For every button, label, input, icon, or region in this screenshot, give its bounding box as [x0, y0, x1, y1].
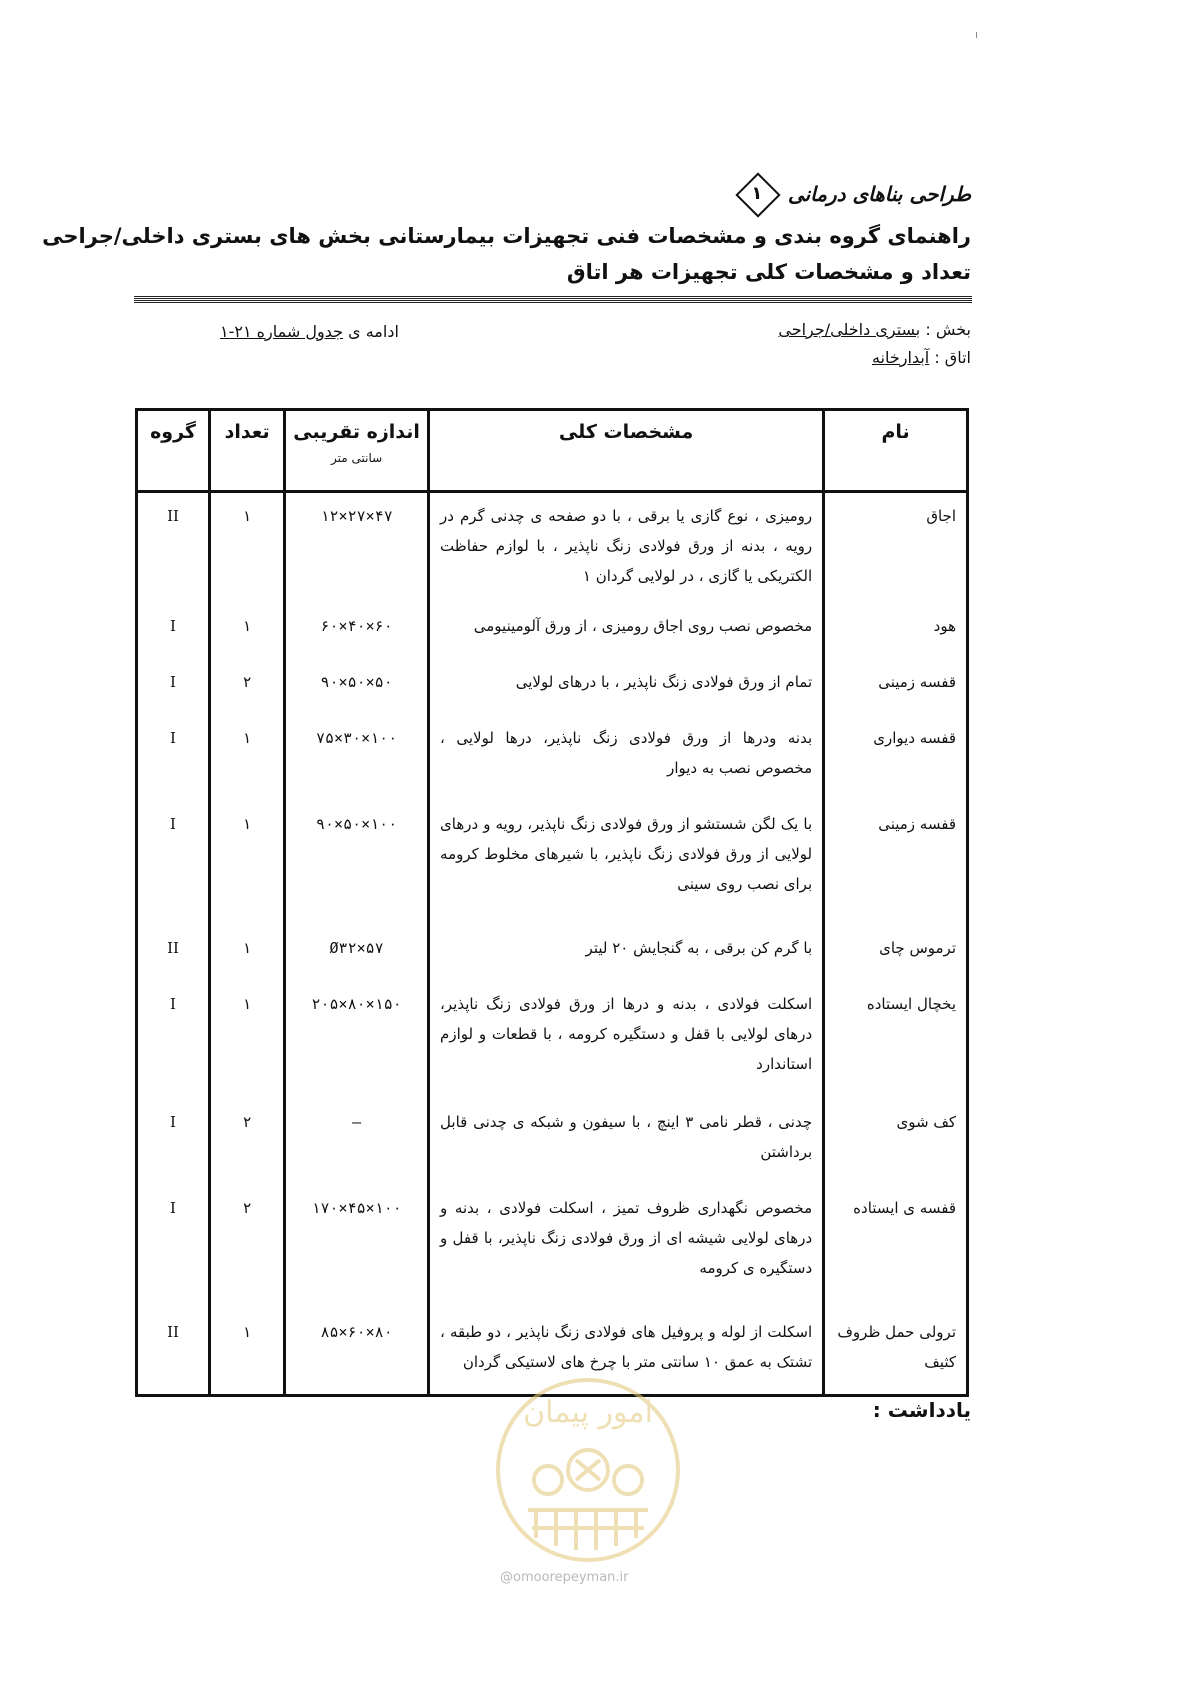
- row-spec: با گرم کن برقی ، به گنجایش ۲۰ لیتر: [429, 925, 824, 981]
- ward-line: [778, 316, 971, 344]
- row-spec: چدنی ، قطر نامی ۳ اینچ ، با سیفون و شبکه ی چدنی قابل برداشتن: [429, 1099, 824, 1185]
- ward-room-info: [778, 316, 971, 372]
- row-group: I: [137, 715, 210, 801]
- header-group: گروه: [137, 410, 210, 492]
- table-row: [137, 659, 968, 715]
- row-spec: تمام از ورق فولادی زنگ ناپذیر ، با درهای لولایی: [429, 659, 824, 715]
- series-title: طراحی بناهای درمانی: [787, 182, 971, 206]
- row-name: قفسه ی ایستاده: [824, 1185, 968, 1309]
- row-spec: بدنه ودرها از ورق فولادی زنگ ناپذیر، درها لولایی ، مخصوص نصب به دیوار: [429, 715, 824, 801]
- row-spec: با یک لگن شستشو از ورق فولادی زنگ ناپذیر، رویه و درهای لولایی از ورق فولادی زنگ ناپذیر، با شیرهای مخلوط کرومه برای نصب روی سینی: [429, 801, 824, 925]
- row-qty: ۱: [210, 1309, 285, 1395]
- document-title-line2: تعداد و مشخصات کلی تجهیزات هر اتاق: [566, 260, 971, 284]
- row-name: هود: [824, 603, 968, 659]
- row-qty: ۱: [210, 492, 285, 604]
- row-name: کف شوی: [824, 1099, 968, 1185]
- series-line: [151, 170, 971, 218]
- row-size: ۶۰×۴۰×۶۰: [285, 603, 429, 659]
- row-size: ۱۰۰×۴۵×۱۷۰: [285, 1185, 429, 1309]
- row-size: ۱۰۰×۳۰×۷۵: [285, 715, 429, 801]
- row-size: ۱۵۰×۸۰×۲۰۵: [285, 981, 429, 1099]
- header-qty: تعداد: [210, 410, 285, 492]
- room-line: [778, 344, 971, 372]
- volume-number: ۱: [751, 183, 763, 204]
- row-group: I: [137, 603, 210, 659]
- row-size: ۵۰×۵۰×۹۰: [285, 659, 429, 715]
- room-label: اتاق :: [934, 348, 971, 367]
- header-name: نام: [824, 410, 968, 492]
- row-spec: اسکلت فولادی ، بدنه و درها از ورق فولادی زنگ ناپذیر، درهای لولایی با قفل و دستگیره کرومه ، با قطعات و لوازم استاندارد: [429, 981, 824, 1099]
- row-group: I: [137, 659, 210, 715]
- row-qty: ۱: [210, 801, 285, 925]
- row-name: قفسه زمینی: [824, 801, 968, 925]
- row-size: ۱۰۰×۵۰×۹۰: [285, 801, 429, 925]
- document-title-line1: راهنمای گروه بندی و مشخصات فنی تجهیزات بیمارستانی بخش های بستری داخلی/جراحی: [42, 224, 971, 248]
- table-row: [137, 603, 968, 659]
- table-continuation: [220, 318, 399, 346]
- row-qty: ۱: [210, 603, 285, 659]
- row-qty: ۱: [210, 981, 285, 1099]
- row-qty: ۱: [210, 715, 285, 801]
- watermark-url: @omoorepeyman.ir: [500, 1570, 629, 1585]
- watermark-logo: [488, 1360, 688, 1570]
- notes-label: یادداشت :: [872, 1398, 971, 1422]
- gear-icon-left: [534, 1466, 562, 1494]
- header-size-label: اندازه تقریبی: [293, 421, 420, 443]
- document-header: [42, 170, 971, 290]
- row-group: II: [137, 492, 210, 604]
- row-size: –: [285, 1099, 429, 1185]
- scan-mark: [976, 32, 977, 38]
- row-size: ۴۷×۲۷×۱۲: [285, 492, 429, 604]
- row-name: ترموس چای: [824, 925, 968, 981]
- table-row: [137, 925, 968, 981]
- row-name: ترولی حمل ظروف کثیف: [824, 1309, 968, 1395]
- row-qty: ۲: [210, 1185, 285, 1309]
- watermark-grid-icon: [528, 1510, 648, 1550]
- header-size: [285, 410, 429, 492]
- ward-value: بستری داخلی/جراحی: [778, 320, 921, 339]
- watermark-brand: امور پیمان: [523, 1395, 653, 1430]
- row-name: یخچال ایستاده: [824, 981, 968, 1099]
- gear-icon-right: [614, 1466, 642, 1494]
- row-group: I: [137, 1185, 210, 1309]
- table-row: [137, 1099, 968, 1185]
- table-row: [137, 981, 968, 1099]
- volume-badge: [736, 173, 778, 215]
- row-group: I: [137, 801, 210, 925]
- row-spec: اسکلت از لوله و پروفیل های فولادی زنگ ناپذیر ، دو طبقه ، تشتک به عمق ۱۰ سانتی متر با چرخ های لاستیکی گردان: [429, 1309, 824, 1395]
- table-row: [137, 715, 968, 801]
- continuation-table-ref: جدول شماره ۲۱-۱: [220, 322, 344, 341]
- header-divider: [134, 296, 972, 303]
- row-group: I: [137, 981, 210, 1099]
- ward-label: بخش :: [925, 320, 971, 339]
- row-group: II: [137, 925, 210, 981]
- table-row: [137, 801, 968, 925]
- continuation-prefix: ادامه ی: [348, 322, 399, 341]
- row-group: II: [137, 1309, 210, 1395]
- row-name: قفسه زمینی: [824, 659, 968, 715]
- equipment-table: [135, 408, 969, 1397]
- row-qty: ۱: [210, 925, 285, 981]
- room-value: آبدارخانه: [871, 348, 930, 367]
- row-group: I: [137, 1099, 210, 1185]
- header-spec: مشخصات کلی: [429, 410, 824, 492]
- header-size-unit: سانتی متر: [331, 451, 383, 465]
- row-spec: مخصوص نصب روی اجاق رومیزی ، از ورق آلومینیومی: [429, 603, 824, 659]
- scales-icon: [576, 1460, 600, 1480]
- table-row: [137, 492, 968, 604]
- row-size: Ø۳۲×۵۷: [285, 925, 429, 981]
- table-header-row: [137, 410, 968, 492]
- row-spec: رومیزی ، نوع گازی یا برقی ، با دو صفحه ی چدنی گرم در رویه ، بدنه از ورق فولادی زنگ ناپذیر ، با لوازم حفاظت الکتریکی یا گازی ، در لولایی گردان ۱: [429, 492, 824, 604]
- row-size: ۸۰×۶۰×۸۵: [285, 1309, 429, 1395]
- row-qty: ۲: [210, 659, 285, 715]
- row-spec: مخصوص نگهداری ظروف تمیز ، اسکلت فولادی ، بدنه و درهای لولایی شیشه ای از ورق فولادی زنگ ناپذیر، با قفل و دستگیره ی کرومه: [429, 1185, 824, 1309]
- table-row: [137, 1185, 968, 1309]
- row-name: اجاق: [824, 492, 968, 604]
- row-qty: ۲: [210, 1099, 285, 1185]
- row-name: قفسه دیواری: [824, 715, 968, 801]
